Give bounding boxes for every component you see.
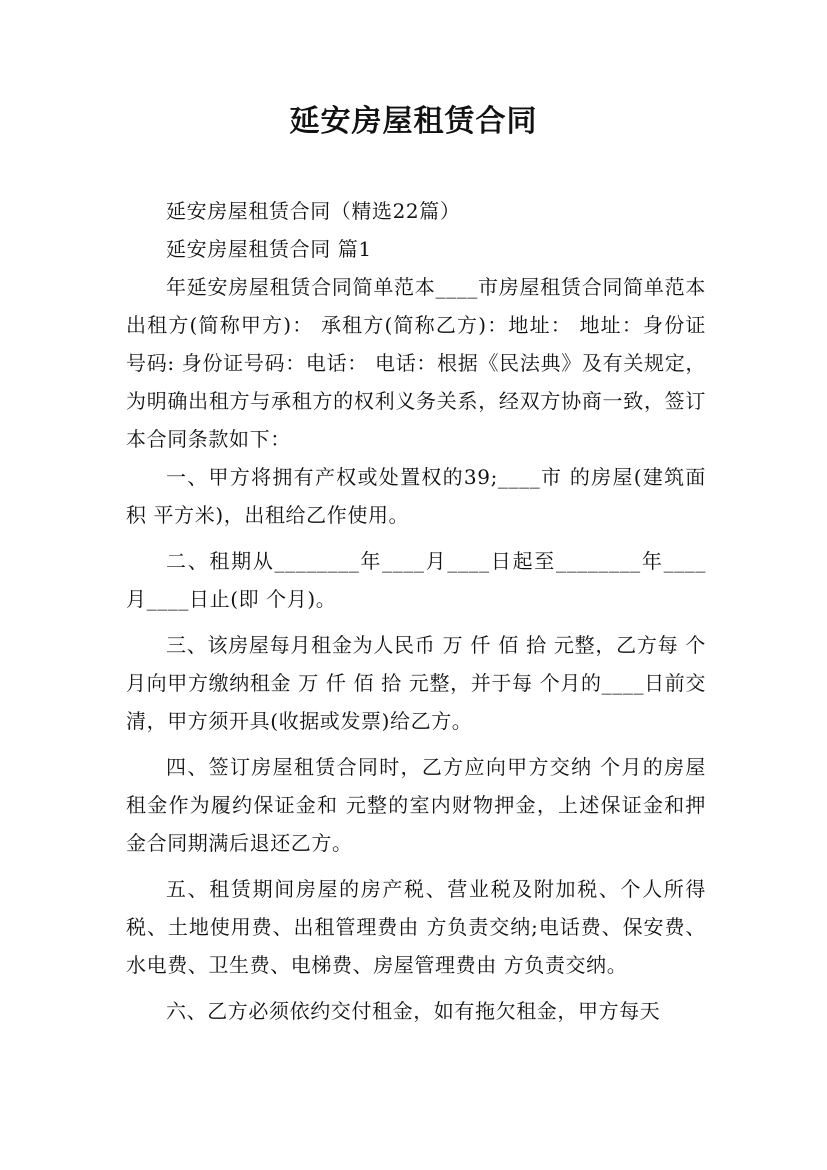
document-title: 延安房屋租赁合同: [289, 104, 538, 139]
paragraph-clause-1: 一、甲方将拥有产权或处置权的39;____市 的房屋(建筑面积 平方米)，出租给乙作使用。: [126, 465, 706, 527]
document-body: [126, 192, 706, 1030]
paragraph-clause-4: 四、签订房屋租赁合同时，乙方应向甲方交纳 个月的房屋租金作为履约保证金和 元整的室内财物押金，上述保证金和押金合同期满后退还乙方。: [126, 755, 706, 855]
paragraph-preamble: 年延安房屋租赁合同简单范本____市房屋租赁合同简单范本出租方(简称甲方)： 承租方(简称乙方)：地址： 地址：身份证号码: 身份证号码：电话： 电话：根据《民法典》及有关规定，为明确出租方与承租方的权利义务关系，经双方协商一致，签订本合同条款如下：: [126, 275, 706, 451]
paragraph-clause-3: 三、该房屋每月租金为人民币 万 仟 佰 拾 元整，乙方每 个月向甲方缴纳租金 万 仟 佰 拾 元整，并于每 个月的____日前交清，甲方须开具(收据或发票)给乙方。: [126, 633, 706, 733]
paragraph-clause-5: 五、租赁期间房屋的房产税、营业税及附加税、个人所得税、土地使用费、出租管理费由 方负责交纳;电话费、保安费、水电费、卫生费、电梯费、房屋管理费由 方负责交纳。: [126, 877, 706, 977]
paragraph-subtitle: 延安房屋租赁合同（精选22篇）: [166, 199, 461, 223]
paragraph-clause-2: 二、租期从________年____月____日起至________年____月____日止(即 个月)。: [126, 549, 706, 611]
paragraph-clause-6: 六、乙方必须依约交付租金，如有拖欠租金，甲方每天: [166, 999, 661, 1023]
paragraph-section-heading: 延安房屋租赁合同 篇1: [166, 237, 372, 261]
